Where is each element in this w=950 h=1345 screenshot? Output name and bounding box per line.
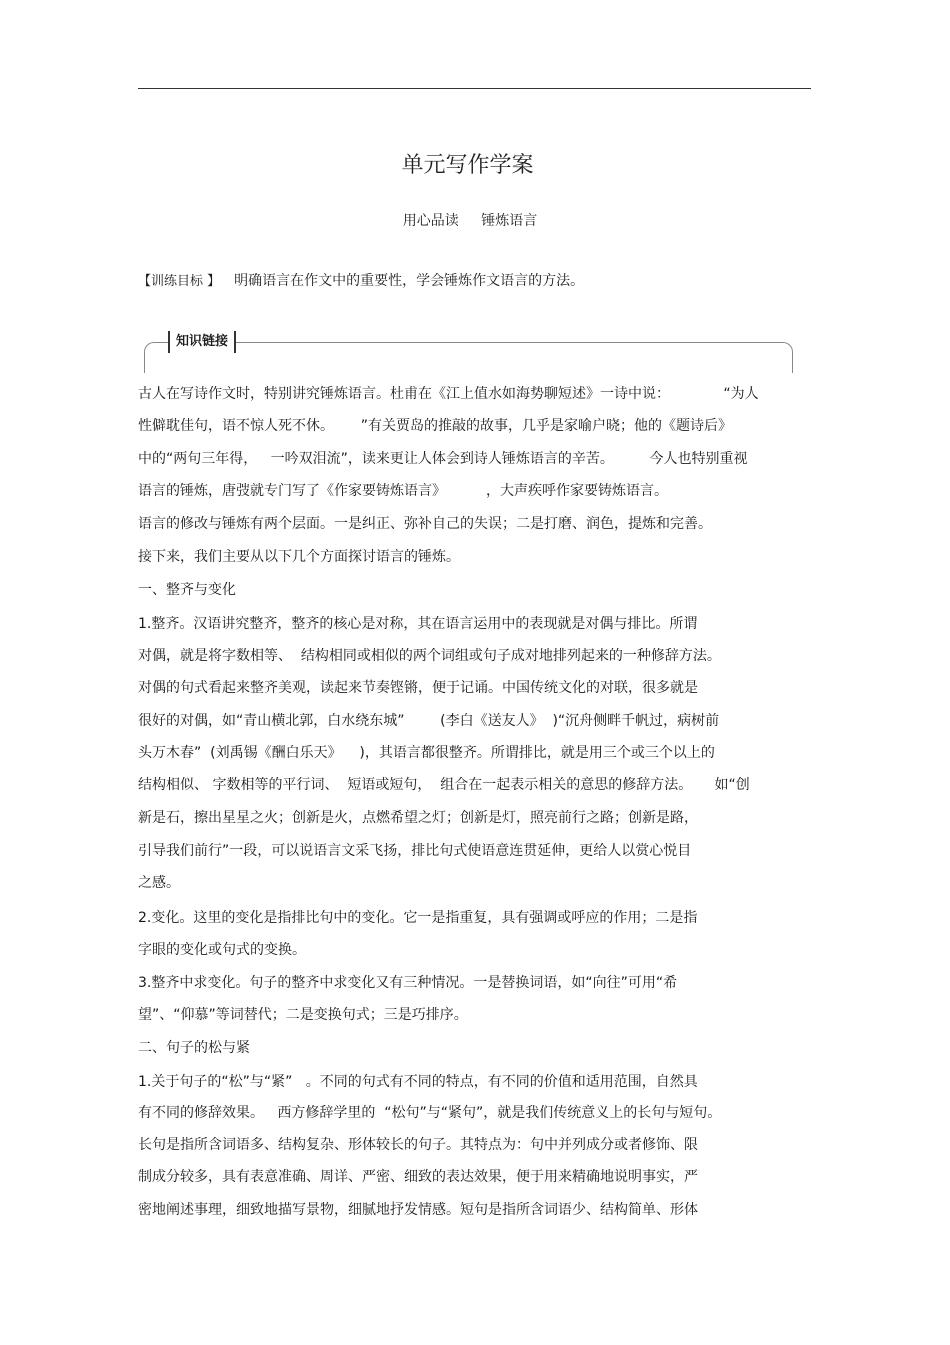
body-line: 接下来，我们主要从以下几个方面探讨语言的锤炼。 <box>138 549 460 565</box>
body-line: 3.整齐中求变化。句子的整齐中求变化又有三种情况。一是替换词语，如“向往”可用“希 <box>138 975 678 991</box>
body-line: 语言的锤炼，唐弢就专门写了《作家要铸炼语言》 ，大声疾呼作家要铸炼语言。 <box>138 483 669 499</box>
training-goal-text: 明确语言在作文中的重要性，学会锤炼作文语言的方法。 <box>234 273 585 289</box>
body-line: 对偶的句式看起来整齐美观，读起来节奏铿锵，便于记诵。中国传统文化的对联，很多就是 <box>138 680 698 696</box>
body-line: 有不同的修辞效果。 西方修辞学里的 “松句”与“紧句”，就是我们传统意义上的长句与短句。 <box>138 1105 722 1121</box>
body-line: 语言的修改与锤炼有两个层面。一是纠正、弥补自己的失误；二是打磨、润色，提炼和完善。 <box>138 516 712 532</box>
body-line: 长句是指所含词语多、结构复杂、形体较长的句子。其特点为：句中并列成分或者修饰、限 <box>138 1137 698 1153</box>
body-line: 1.关于句子的“松”与“紧” 。不同的句式有不同的特点，有不同的价值和适用范围，自然具 <box>138 1074 698 1090</box>
body-line: 结构相似、 字数相等的平行词、 短语或短句， 组合在一起表示相关的意思的修辞方法。 如“创 <box>138 777 750 793</box>
training-goal-tag: 【训练目标 】 <box>138 274 221 289</box>
body-line: 制成分较多，具有表意准确、周详、严密、细致的表达效果，便于用来精确地说明事实，严 <box>138 1169 698 1185</box>
body-line: 头万木春” (刘禹锡《酬白乐天》 )，其语言都很整齐。所谓排比，就是用三个或三个以上的 <box>138 745 715 761</box>
body-line: 密地阐述事理，细致地描写景物，细腻地抒发情感。短句是指所含词语少、结构简单、形体 <box>138 1202 698 1218</box>
body-line: 很好的对偶，如“青山横北郭，白水绕东城” (李白《送友人》 )“沉舟侧畔千帆过，病树前 <box>138 713 720 729</box>
body-line: 中的“两句三年得， 一吟双泪流”，读来更让人体会到诗人锤炼语言的辛苦。 今人也特别重视 <box>138 451 748 467</box>
page-subtitle: 用心品读 锤炼语言 <box>402 213 538 229</box>
section-frame <box>144 342 793 373</box>
body-line: 对偶，就是将字数相等、 结构相同或相似的两个词组或句子成对地排列起来的一种修辞方法。 <box>138 648 721 664</box>
body-line: 字眼的变化或句式的变换。 <box>138 942 306 958</box>
body-line: 之感。 <box>138 875 180 891</box>
body-line: 性僻耽佳句，语不惊人死不休。 ”有关贾岛的推敲的故事，几乎是家喻户晓；他的《题诗后》 <box>138 418 732 434</box>
body-line: 2.变化。这里的变化是指排比句中的变化。它一是指重复，具有强调或呼应的作用；二是指 <box>138 910 698 926</box>
section-heading: 二、句子的松与紧 <box>138 1040 250 1056</box>
body-line: 引导我们前行”一段，可以说语言文采飞扬，排比句式使语意连贯延伸，更给人以赏心悦目 <box>138 843 692 859</box>
body-line: 古人在写诗作文时，特别讲究锤炼语言。杜甫在《江上值水如海势聊短述》一诗中说： “为人 <box>138 386 759 402</box>
training-goal <box>138 270 584 290</box>
page-title: 单元写作学案 <box>401 153 534 178</box>
body-line: 1.整齐。汉语讲究整齐，整齐的核心是对称，其在语言运用中的表现就是对偶与排比。所谓 <box>138 616 698 632</box>
body-line: 望”、“仰慕”等词替代；二是变换句式；三是巧排序。 <box>138 1007 468 1023</box>
body-line: 新是石，擦出星星之火；创新是火，点燃希望之灯；创新是灯，照亮前行之路；创新是路， <box>138 810 698 826</box>
top-rule <box>138 88 811 89</box>
section-heading: 一、整齐与变化 <box>138 582 236 598</box>
section-label: 知识链接 <box>168 331 236 353</box>
